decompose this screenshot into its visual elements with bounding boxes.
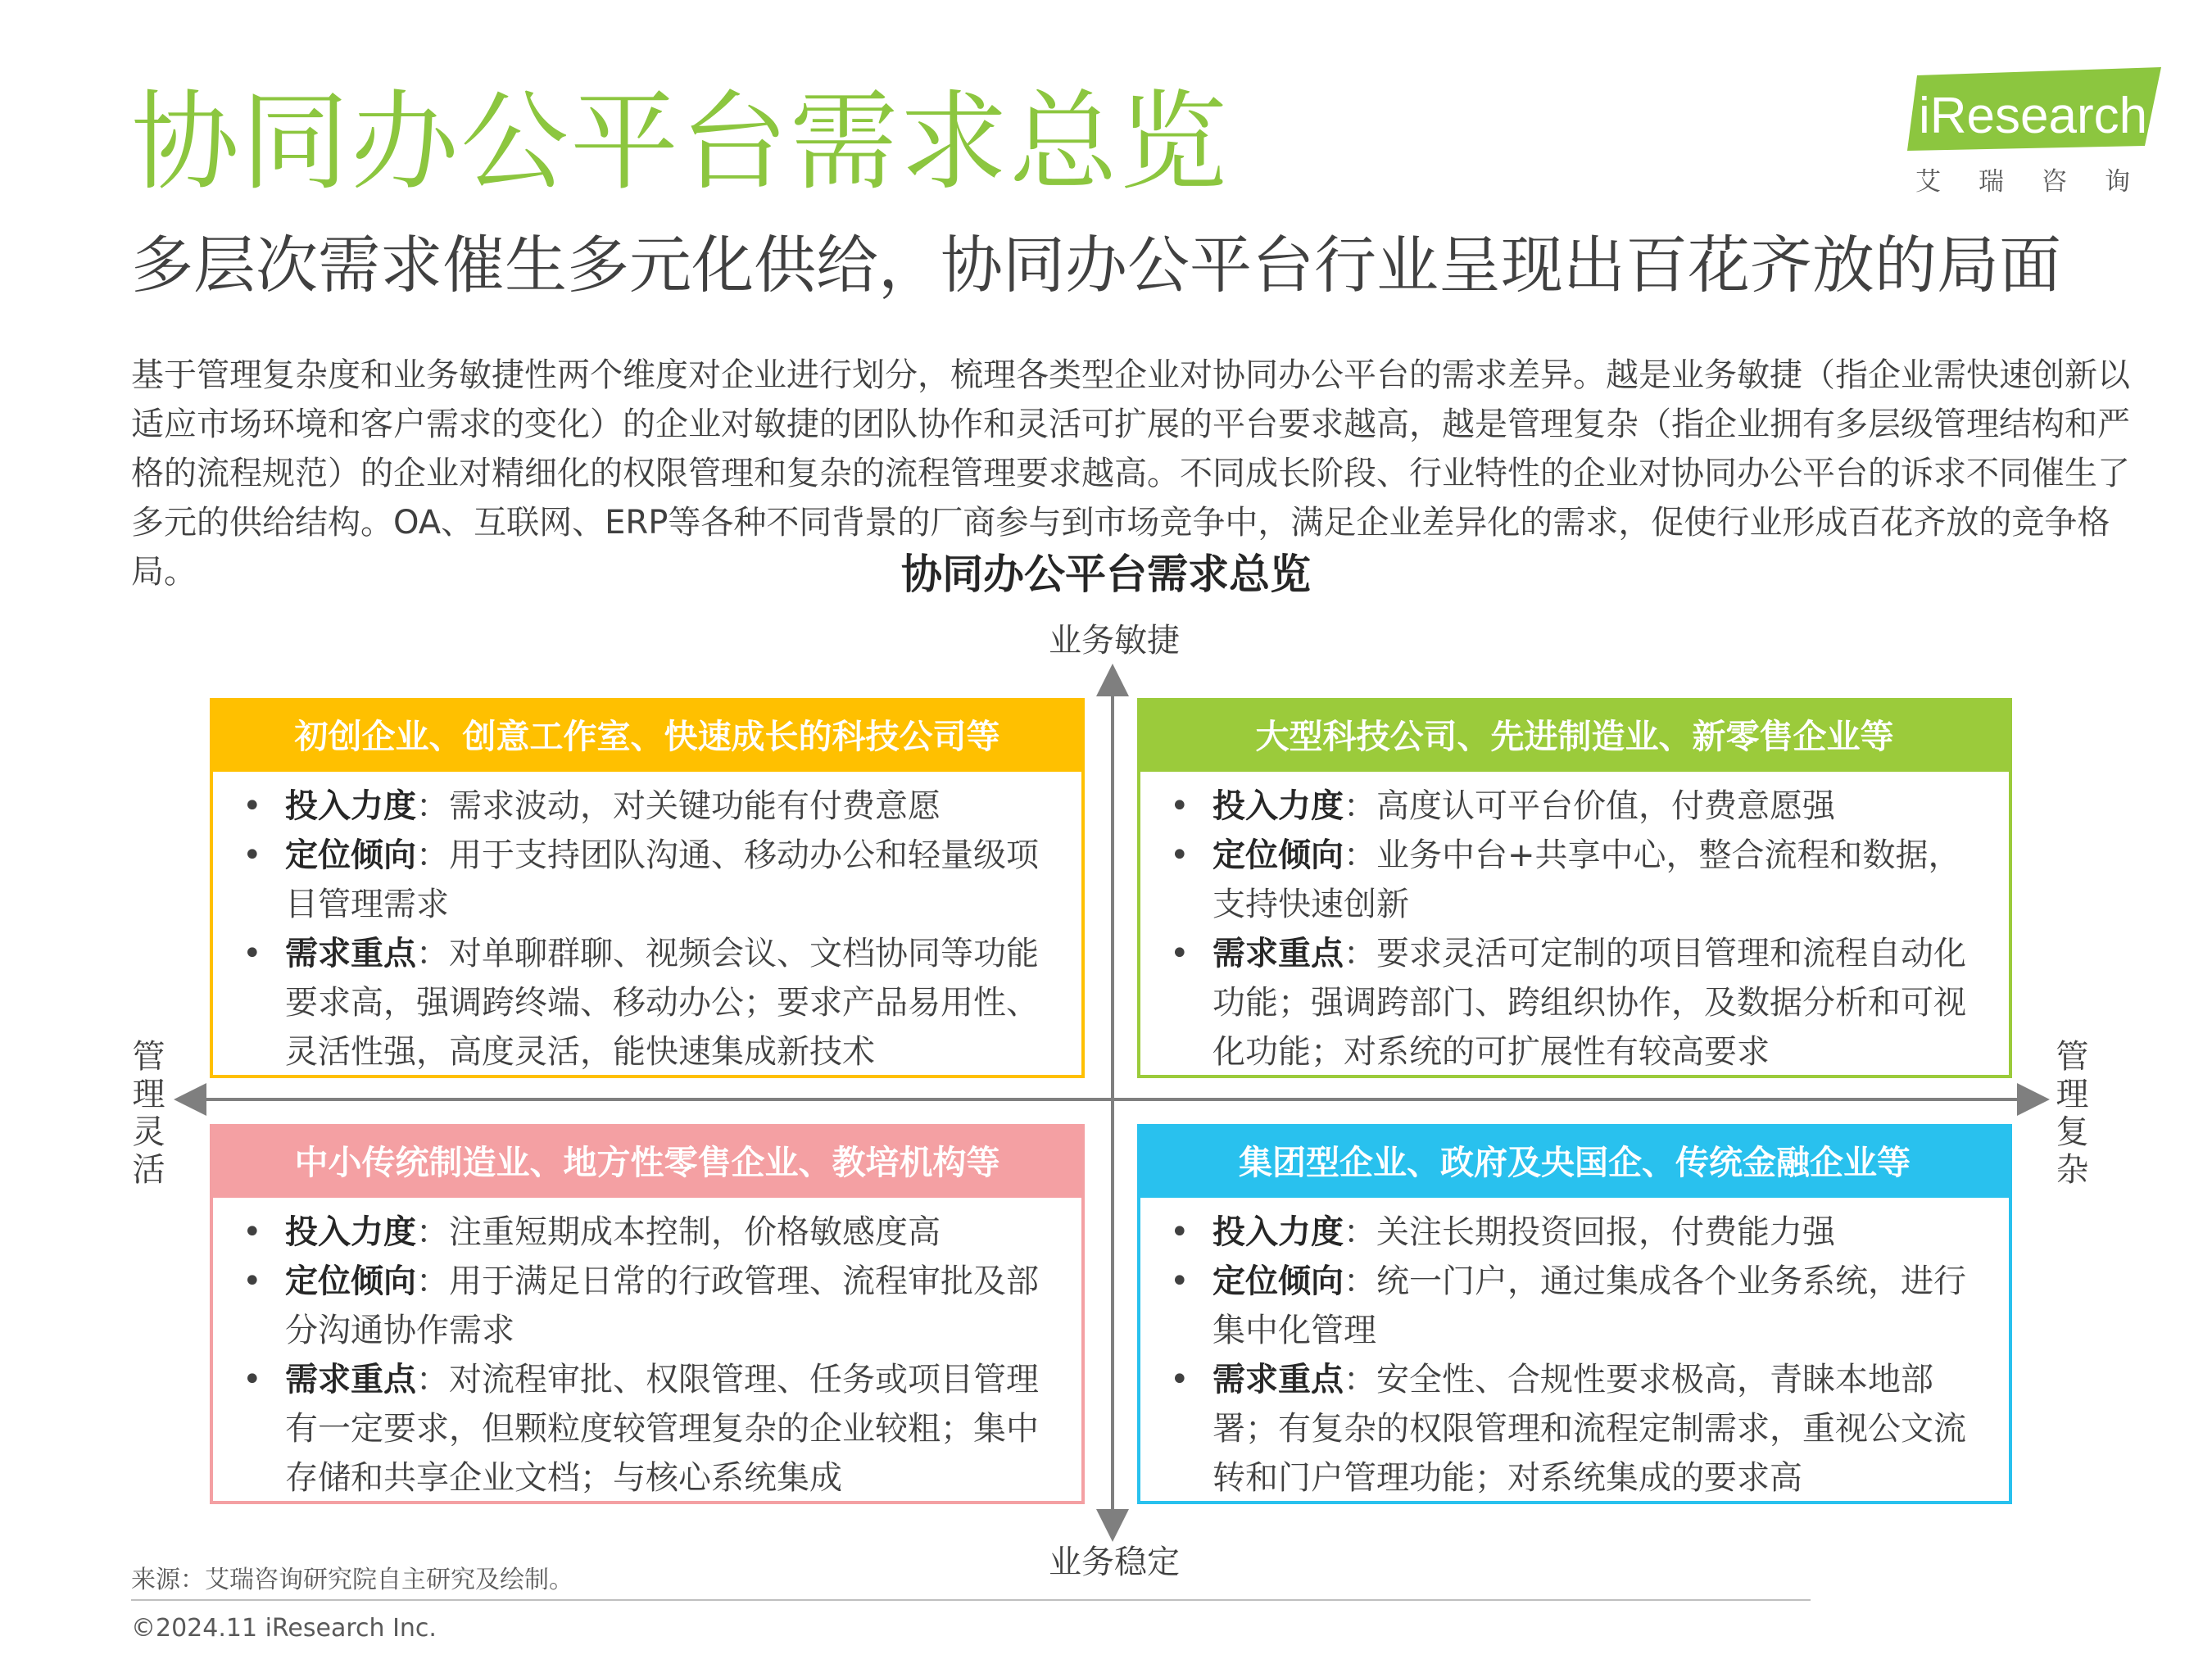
quadrant-list — [213, 1198, 1081, 1503]
item-text: ：注重短期成本控制，价格敏感度高 — [416, 1213, 941, 1251]
quadrant-list — [213, 772, 1081, 1077]
axis-label-bottom: 业务稳定 — [1049, 1543, 1180, 1581]
list-item — [1163, 1355, 1979, 1503]
list-item — [1163, 1208, 1979, 1257]
footer-divider — [131, 1599, 1811, 1601]
source-note: 来源：艾瑞咨询研究院自主研究及绘制。 — [131, 1566, 573, 1594]
logo-subtext: 艾瑞咨询 — [1915, 167, 2168, 197]
list-item — [1163, 831, 1979, 929]
item-label: 投入力度 — [1213, 1213, 1344, 1251]
item-text: ：要求灵活可定制的项目管理和流程自动化功能；强调跨部门、跨组织协作，及数据分析和可视化功能；对系统的可扩展性有较高要求 — [1213, 935, 1966, 1071]
item-label: 需求重点 — [1213, 935, 1344, 972]
item-text: ：统一门户，通过集成各个业务系统，进行集中化管理 — [1213, 1262, 1966, 1349]
item-label: 定位倾向 — [1213, 1262, 1344, 1300]
quadrant-top-right — [1137, 698, 2012, 1078]
axis-label-right: 管理复杂 — [2051, 1039, 2088, 1190]
item-text: ：需求波动，对关键功能有付费意愿 — [416, 787, 941, 825]
page-subtitle: 多层次需求催生多元化供给，协同办公平台行业呈现出百花齐放的局面 — [131, 229, 2061, 301]
item-label: 定位倾向 — [285, 1262, 416, 1300]
quadrant-bottom-left — [210, 1124, 1085, 1504]
quadrant-header: 初创企业、创意工作室、快速成长的科技公司等 — [213, 701, 1081, 772]
list-item — [236, 1257, 1052, 1355]
item-label: 投入力度 — [285, 787, 416, 825]
list-item — [236, 831, 1052, 929]
copyright: ©2024.11 iResearch Inc. — [131, 1614, 437, 1643]
list-item — [236, 1208, 1052, 1257]
item-text: ：高度认可平台价值，付费意愿强 — [1344, 787, 1835, 825]
quadrant-list — [1140, 1198, 2009, 1503]
item-text: ：用于满足日常的行政管理、流程审批及部分沟通协作需求 — [285, 1262, 1039, 1349]
item-text: ：用于支持团队沟通、移动办公和轻量级项目管理需求 — [285, 836, 1039, 923]
item-text: ：对流程审批、权限管理、任务或项目管理有一定要求，但颗粒度较管理复杂的企业较粗；集中存储和共享企业文档；与核心系统集成 — [285, 1361, 1039, 1497]
item-text: ：安全性、合规性要求极高，青睐本地部署；有复杂的权限管理和流程定制需求，重视公文流转和门户管理功能；对系统集成的要求高 — [1213, 1361, 1966, 1497]
item-label: 定位倾向 — [1213, 836, 1344, 874]
quadrant-header: 大型科技公司、先进制造业、新零售企业等 — [1140, 701, 2009, 772]
item-label: 需求重点 — [1213, 1361, 1344, 1398]
quadrant-list — [1140, 772, 2009, 1077]
svg-text:iResearch: iResearch — [1919, 88, 2148, 144]
list-item — [1163, 929, 1979, 1077]
list-item — [1163, 1257, 1979, 1355]
page-title: 协同办公平台需求总览 — [131, 79, 1229, 206]
list-item — [236, 929, 1052, 1077]
item-label: 投入力度 — [1213, 787, 1344, 825]
quadrant-bottom-right — [1137, 1124, 2012, 1504]
intro-paragraph: 基于管理复杂度和业务敏捷性两个维度对企业进行划分，梳理各类型企业对协同办公平台的需求差异。越是业务敏捷（指企业需快速创新以适应市场环境和客户需求的变化）的企业对敏捷的团队协作和灵活可扩展的平台要求越高，越是管理复杂（指企业拥有多层级管理结构和严格的流程规范）的企业对精细化的权限管理和复杂的流程管理要求越高。不同成长阶段、行业特性的企业对协同办公平台的诉求不同催生了多元的供给结构。OA、互联网、ERP等各种不同背景的厂商参与到市场竞争中，满足企业差异化的需求，促使行业形成百花齐放的竞争格局。 — [131, 356, 2130, 591]
quadrant-top-left — [210, 698, 1085, 1078]
list-item — [236, 1355, 1052, 1503]
diagram-title: 协同办公平台需求总览 — [901, 551, 1311, 598]
list-item — [236, 782, 1052, 831]
item-text: ：关注长期投资回报，付费能力强 — [1344, 1213, 1835, 1251]
axis-label-top: 业务敏捷 — [1049, 622, 1180, 660]
item-label: 需求重点 — [285, 935, 416, 972]
quadrant-header: 中小传统制造业、地方性零售企业、教培机构等 — [213, 1127, 1081, 1198]
axis-label-left: 管理灵活 — [127, 1039, 165, 1190]
item-label: 需求重点 — [285, 1361, 416, 1398]
item-text: ：对单聊群聊、视频会议、文档协同等功能要求高，强调跨终端、移动办公；要求产品易用性、灵活性强，高度灵活，能快速集成新技术 — [285, 935, 1039, 1071]
item-label: 投入力度 — [285, 1213, 416, 1251]
quadrant-header: 集团型企业、政府及央国企、传统金融企业等 — [1140, 1127, 2009, 1198]
item-label: 定位倾向 — [285, 836, 416, 874]
list-item — [1163, 782, 1979, 831]
item-text: ：业务中台+共享中心，整合流程和数据，支持快速创新 — [1213, 836, 1961, 923]
